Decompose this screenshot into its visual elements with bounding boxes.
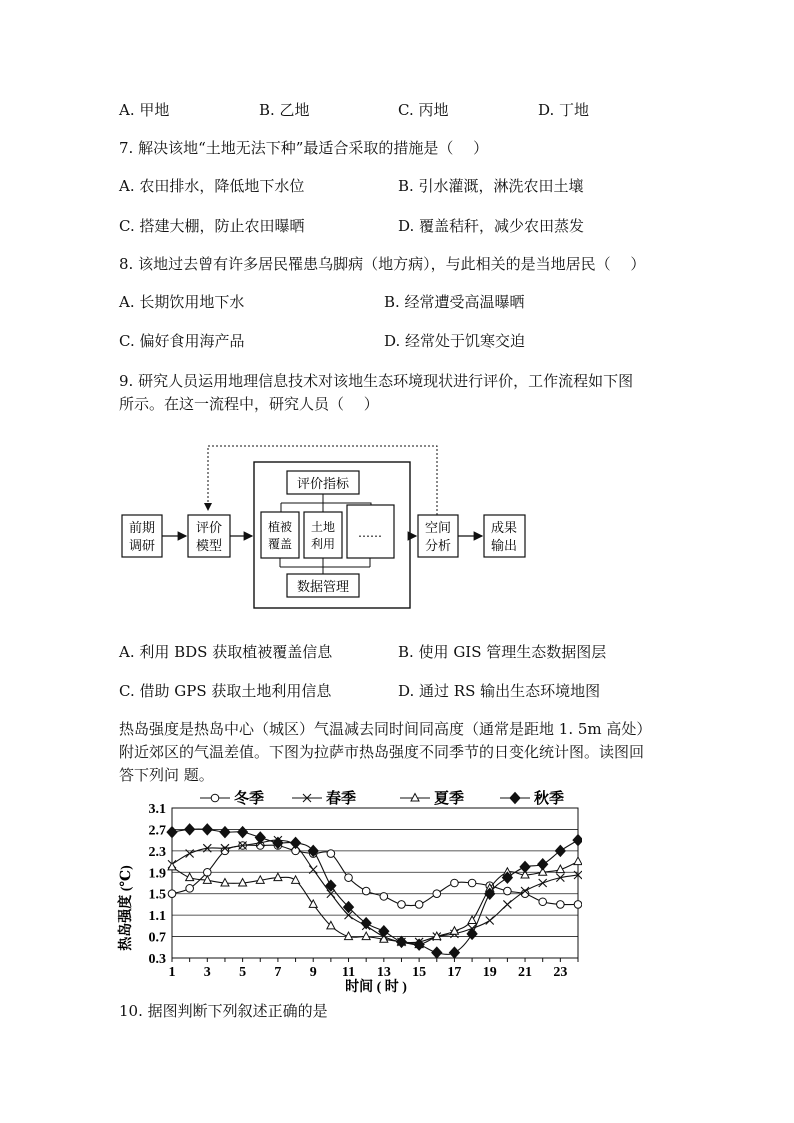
q9-stem-line2: 所示。在这一流程中，研究人员（ ） [119,395,379,413]
point-circle [451,879,459,887]
box-vegetation-line2: 覆盖 [267,537,293,551]
box-eval-index-label: 评价指标 [296,477,350,492]
point-cross [556,874,564,882]
x-tick-label: 17 [447,965,462,980]
x-tick-label: 23 [553,965,568,980]
x-tick-label: 13 [376,965,391,980]
legend-item-diamond [500,789,564,807]
q8-option-b[interactable]: B. 经常遭受高温曝晒 [384,293,525,311]
series-line [172,829,578,954]
point-diamond [255,832,265,843]
y-tick-label: 1.1 [148,909,166,925]
point-circle [433,890,441,898]
box-land-use-line2: 利用 [310,537,336,551]
point-circle [504,887,512,895]
legend-label: 夏季 [434,791,465,807]
q9-stem-line1: 9. 研究人员运用地理信息技术对该地生态环境现状进行评价，工作流程如下图 [119,372,634,390]
q7-option-c[interactable]: C. 搭建大棚，防止农田曝晒 [119,217,305,235]
legend-item-triangle [400,789,464,807]
legend-label: 冬季 [234,791,265,807]
x-tick-label: 1 [168,965,176,980]
q6-option-d[interactable]: D. 丁地 [538,101,590,119]
point-circle [327,850,335,858]
point-diamond [361,918,371,929]
box-spatial-analysis-line1: 空间 [424,521,452,536]
point-diamond [520,861,530,872]
x-tick-label: 9 [309,965,317,980]
legend-label: 春季 [326,791,357,807]
box-spatial-analysis-line2: 分析 [424,539,452,554]
q7-option-d[interactable]: D. 覆盖秸秆，减少农田蒸发 [398,217,585,235]
point-diamond [538,859,548,870]
series-triangle [168,857,582,948]
point-circle [168,890,176,898]
x-tick-label: 3 [203,965,211,980]
box-output-line1: 成果 [490,521,518,536]
legend-item-circle [200,789,264,807]
y-tick-label: 1.9 [148,866,166,882]
point-circle [574,901,582,909]
point-circle [398,901,406,909]
point-diamond [185,824,195,835]
point-diamond [432,947,442,958]
point-diamond [202,824,212,835]
x-axis-label: 时间 ( 时 ) [345,980,407,995]
y-tick-label: 2.7 [148,823,166,839]
box-vegetation [261,512,299,558]
point-triangle [292,876,300,884]
point-circle [539,898,547,906]
point-diamond [555,845,565,856]
intro-line3: 答下列问 题。 [119,766,214,784]
point-diamond [238,827,248,838]
y-tick-label: 1.5 [148,887,166,903]
point-diamond [449,947,459,958]
legend-label: 秋季 [534,791,565,807]
q8-option-d[interactable]: D. 经常处于饥寒交迫 [384,332,526,350]
q8-option-c[interactable]: C. 偏好食用海产品 [119,332,245,350]
point-diamond [167,827,177,838]
point-cross [503,900,511,908]
q7-option-a[interactable]: A. 农田排水，降低地下水位 [119,177,305,195]
y-tick-label: 0.3 [148,952,166,967]
point-triangle [274,873,282,881]
point-circle [468,879,476,887]
series-cross [168,836,582,946]
q9-option-b[interactable]: B. 使用 GIS 管理生态数据图层 [398,643,607,661]
box-vegetation-line1: 植被 [267,520,293,534]
q6-option-c[interactable]: C. 丙地 [398,101,449,119]
box-early-research-line2: 调研 [128,539,156,554]
box-land-use [304,512,342,558]
box-land-use-line1: 土地 [310,520,336,534]
box-more-label: …… [358,526,382,540]
x-tick-label: 11 [341,965,356,980]
point-circle [211,794,219,802]
y-tick-label: 0.7 [148,930,166,946]
heat-island-chart [112,788,582,1003]
x-tick-label: 7 [274,965,282,980]
q8-stem: 8. 该地过去曾有许多居民罹患乌脚病（地方病），与此相关的是当地居民（ ） [119,255,646,273]
x-tick-label: 5 [239,965,247,980]
q9-option-d[interactable]: D. 通过 RS 输出生态环境地图 [398,682,601,700]
q7-option-b[interactable]: B. 引水灌溉，淋洗农田土壤 [398,177,584,195]
box-output-line2: 输出 [490,539,518,554]
y-tick-label: 2.3 [148,844,166,860]
q10-stem: 10. 据图判断下列叙述正确的是 [119,1002,328,1020]
y-axis-label: 热岛强度 (℃) [119,865,134,951]
point-diamond [220,827,230,838]
q9-option-a[interactable]: A. 利用 BDS 获取植被覆盖信息 [119,643,333,661]
x-tick-label: 15 [412,965,427,980]
chart-legend [200,789,564,807]
box-data-management-label: 数据管理 [296,580,350,595]
q7-stem: 7. 解决该地“土地无法下种”最适合采取的措施是（ ） [119,139,489,157]
q9-option-c[interactable]: C. 借助 GPS 获取土地利用信息 [119,682,332,700]
chart-series [167,824,582,958]
q6-option-a[interactable]: A. 甲地 [119,101,170,119]
point-diamond [573,835,582,846]
point-circle [362,887,370,895]
series-circle [168,842,582,909]
series-line [172,862,578,945]
point-circle [345,874,353,882]
point-cross [539,879,547,887]
point-triangle [362,932,370,940]
intro-line2: 附近郊区的气温差值。下图为拉萨市热岛强度不同季节的日变化统计图。读图回 [119,743,645,761]
q8-option-a[interactable]: A. 长期饮用地下水 [119,293,245,311]
point-diamond [510,793,520,804]
legend-item-cross [292,789,356,807]
point-triangle [168,862,176,870]
box-eval-model-line1: 评价 [195,521,223,536]
point-circle [557,901,565,909]
point-triangle [411,794,419,802]
point-circle [186,885,194,893]
point-triangle [574,857,582,865]
q6-option-b[interactable]: B. 乙地 [259,101,310,119]
x-tick-label: 21 [518,965,533,980]
point-cross [486,917,494,925]
point-diamond [291,837,301,848]
point-circle [415,901,423,909]
box-eval-model-line2: 模型 [195,539,223,554]
box-early-research-line1: 前期 [128,521,156,536]
x-tick-label: 19 [482,965,497,980]
intro-line1: 热岛强度是热岛中心（城区）气温减去同时间同高度（通常是距地 1. 5m 高处） [119,720,652,738]
point-circle [380,893,388,901]
y-tick-label: 3.1 [148,802,166,817]
workflow-diagram [118,440,548,630]
